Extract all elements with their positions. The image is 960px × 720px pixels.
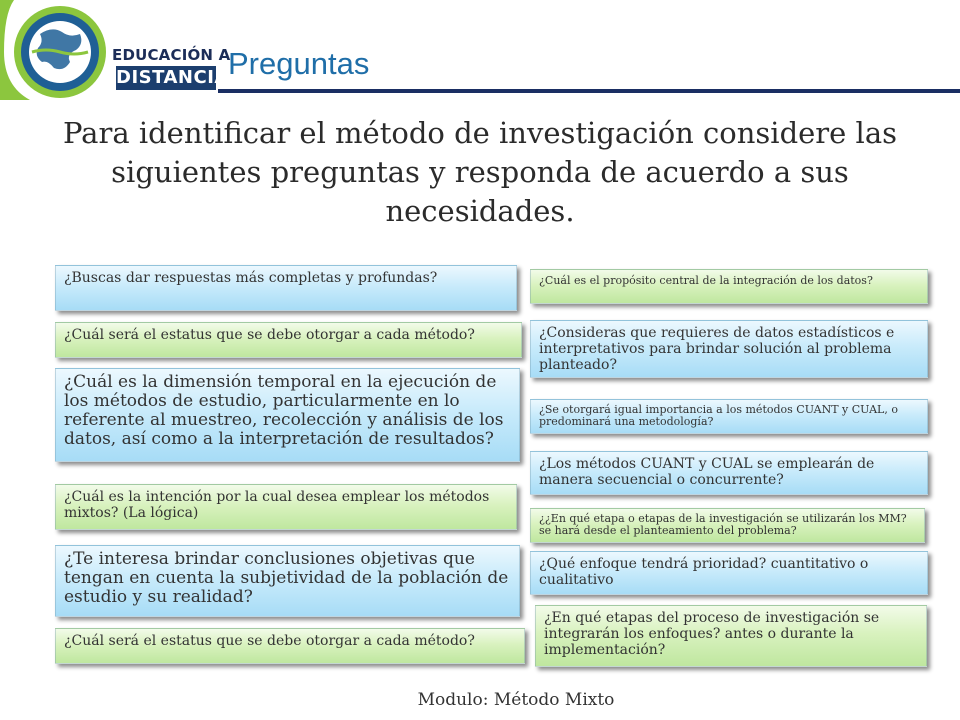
question-text: ¿Qué enfoque tendrá prioridad? cuantitativo o cualitativo xyxy=(539,556,869,588)
question-text: ¿En qué etapas del proceso de investigación se integrarán los enfoques? antes o durante la implementación? xyxy=(544,610,880,658)
question-box xyxy=(535,605,927,667)
question-text: ¿Se otorgará igual importancia a los métodos CUANT y CUAL, o predominará una metodología? xyxy=(539,403,898,428)
question-text: ¿Cuál es el propósito central de la integración de los datos? xyxy=(539,274,873,287)
intro-text: Para identificar el método de investigación considere las siguientes preguntas y responda de acuerdo a sus necesidades. xyxy=(62,116,898,228)
question-text: ¿Buscas dar respuestas más completas y profundas? xyxy=(64,270,438,286)
question-box xyxy=(55,628,525,664)
question-text: ¿¿En qué etapa o etapas de la investigación se utilizarán los MM? se hará desde el planteamiento del problema? xyxy=(539,512,907,537)
logo-text-distance: DISTANCIA xyxy=(116,67,229,88)
question-box xyxy=(530,551,928,595)
question-box xyxy=(530,508,925,543)
question-text: ¿Cuál es la dimensión temporal en la ejecución de los métodos de estudio, particularmente en lo referente al muestreo, recolección y análisis de los datos, así como a la interpretación de resultados? xyxy=(64,372,504,449)
question-text: ¿Cuál es la intención por la cual desea emplear los métodos mixtos? (La lógica) xyxy=(64,489,490,521)
question-box xyxy=(530,320,928,378)
logo-text-education: EDUCACIÓN A xyxy=(112,46,231,64)
question-text: ¿Cuál será el estatus que se debe otorgar a cada método? xyxy=(64,633,475,649)
question-box xyxy=(55,368,520,462)
question-box xyxy=(530,269,928,304)
page-title: Preguntas xyxy=(228,46,370,81)
question-box xyxy=(55,545,520,617)
question-box xyxy=(530,399,928,434)
question-box xyxy=(55,265,517,311)
header-divider xyxy=(218,89,960,93)
footer-module-label: Modulo: Método Mixto xyxy=(417,690,615,710)
question-text: ¿Consideras que requieres de datos estadísticos e interpretativos para brindar solución al problema planteado? xyxy=(539,325,895,373)
question-box xyxy=(530,451,928,495)
question-text: ¿Te interesa brindar conclusiones objetivas que tengan en cuenta la subjetividad de la población de estudio y su realidad? xyxy=(64,549,509,607)
globe-icon xyxy=(0,0,112,100)
question-box xyxy=(55,322,522,358)
question-box xyxy=(55,484,517,530)
logo xyxy=(0,0,231,100)
question-text: ¿Los métodos CUANT y CUAL se emplearán de manera secuencial o concurrente? xyxy=(539,456,875,488)
question-text: ¿Cuál será el estatus que se debe otorgar a cada método? xyxy=(64,327,475,343)
